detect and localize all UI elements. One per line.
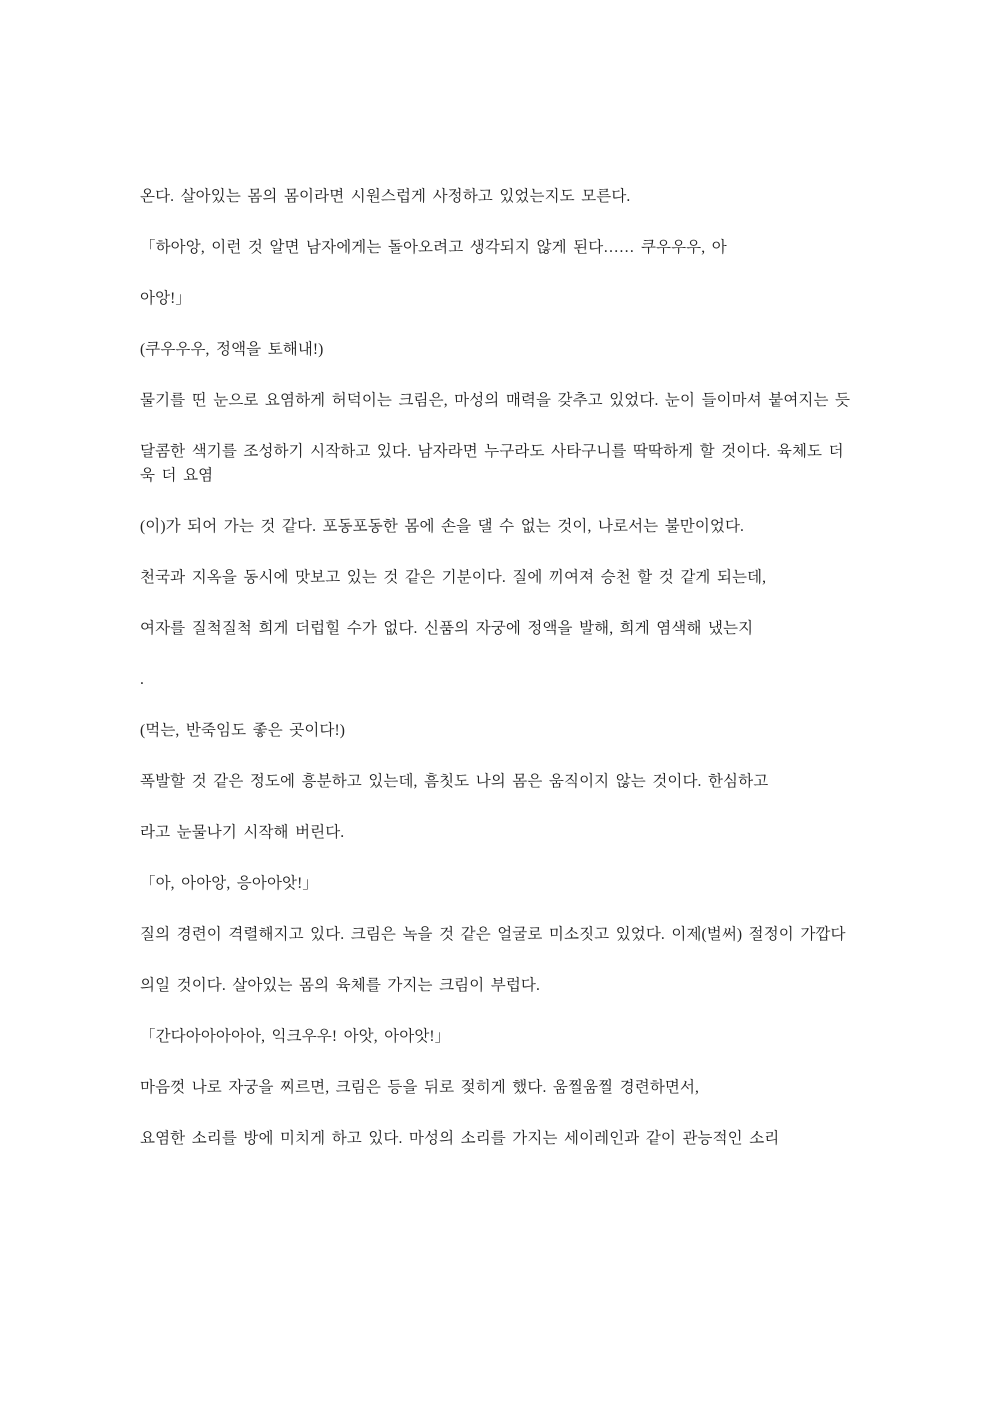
- paragraph: 달콤한 색기를 조성하기 시작하고 있다. 남자라면 누구라도 사타구니를 딱딱하게 할 것이다. 육체도 더욱 더 요염: [140, 443, 844, 485]
- paragraph: 라고 눈물나기 시작해 버린다.: [140, 824, 345, 842]
- paragraph: 「하아앙, 이런 것 알면 남자에게는 돌아오려고 생각되지 않게 된다…… 쿠우우우, 아: [140, 239, 727, 257]
- paragraph: 「간다아아아아아, 익크우우! 아앗, 아아앗!」: [140, 1028, 451, 1046]
- paragraph: (먹는, 반죽임도 좋은 곳이다!): [140, 722, 345, 740]
- paragraph: 의일 것이다. 살아있는 몸의 육체를 가지는 크림이 부럽다.: [140, 977, 540, 995]
- paragraph: 질의 경련이 격렬해지고 있다. 크림은 녹을 것 같은 얼굴로 미소짓고 있었다. 이제(벌써) 절정이 가깝다: [140, 926, 846, 944]
- paragraph: 천국과 지옥을 동시에 맛보고 있는 것 같은 기분이다. 질에 끼여져 승천 할 것 같게 되는데,: [140, 569, 767, 587]
- document-body: [140, 185, 852, 1151]
- paragraph: 여자를 질척질척 희게 더럽힐 수가 없다. 신품의 자궁에 정액을 발해, 희게 염색해 냈는지: [140, 620, 754, 638]
- paragraph: 「아, 아아앙, 응아아앗!」: [140, 875, 318, 893]
- paragraph: 아앙!」: [140, 290, 192, 308]
- paragraph: (이)가 되어 가는 것 같다. 포동포동한 몸에 손을 댈 수 없는 것이, 나로서는 불만이었다.: [140, 518, 745, 536]
- paragraph: .: [140, 671, 144, 689]
- paragraph: 온다. 살아있는 몸의 몸이라면 시원스럽게 사정하고 있었는지도 모른다.: [140, 188, 631, 205]
- paragraph: 물기를 띤 눈으로 요염하게 허덕이는 크림은, 마성의 매력을 갖추고 있었다. 눈이 들이마셔 붙여지는 듯: [140, 392, 851, 410]
- paragraph: 마음껏 나로 자궁을 찌르면, 크림은 등을 뒤로 젖히게 했다. 움찔움찔 경련하면서,: [140, 1079, 700, 1097]
- paragraph: 요염한 소리를 방에 미치게 하고 있다. 마성의 소리를 가지는 세이레인과 같이 관능적인 소리: [140, 1130, 780, 1148]
- paragraph: 폭발할 것 같은 정도에 흥분하고 있는데, 흠칫도 나의 몸은 움직이지 않는 것이다. 한심하고: [140, 773, 769, 791]
- paragraph: (쿠우우우, 정액을 토해내!): [140, 341, 324, 359]
